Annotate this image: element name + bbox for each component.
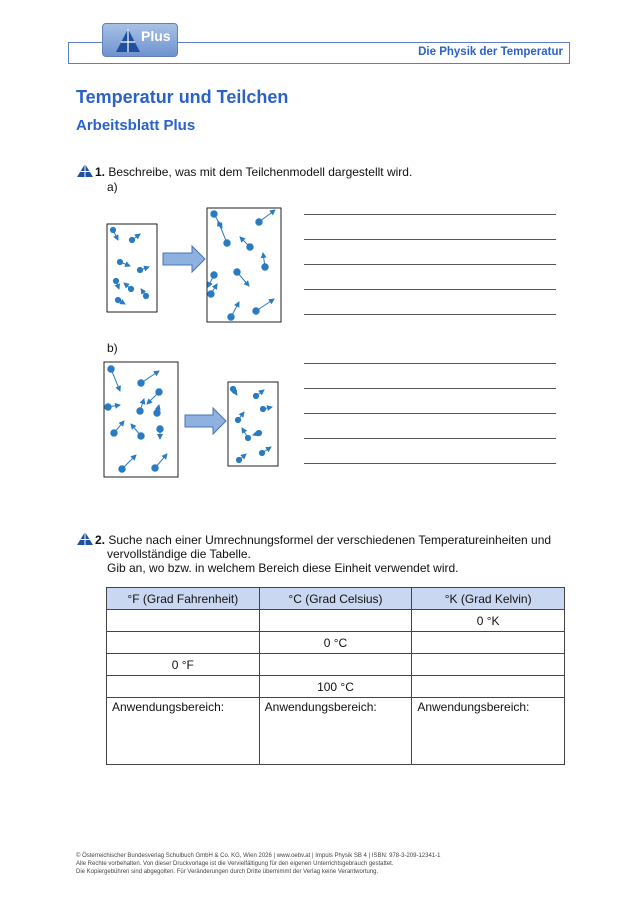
footer-line-3: Die Kopiergebühren sind abgegolten. Für Veränderungen durch Dritte übernimmt der Verlag keine Verantwortung. <box>76 869 379 875</box>
arrow-a-icon <box>163 246 205 272</box>
task-1-text: Beschreibe, was mit dem Teilchenmodell dargestellt wird. <box>108 165 413 179</box>
answer-line-b-2[interactable] <box>304 388 556 389</box>
cell-r1-celsius[interactable] <box>259 610 412 632</box>
header-kelvin: °K (Grad Kelvin) <box>412 588 565 610</box>
box-b-after <box>228 382 278 466</box>
task-1-part-b-label: b) <box>107 341 118 355</box>
task-2-instruction <box>95 533 551 575</box>
answer-line-b-4[interactable] <box>304 438 556 439</box>
page-subtitle: Arbeitsblatt Plus <box>76 117 196 134</box>
page-title: Temperatur und Teilchen <box>76 87 289 107</box>
answer-line-a-3[interactable] <box>304 264 556 265</box>
header-celsius: °C (Grad Celsius) <box>259 588 412 610</box>
cell-r4-kelvin[interactable] <box>412 676 565 698</box>
cell-r3-kelvin[interactable] <box>412 654 565 676</box>
header-fahrenheit: °F (Grad Fahrenheit) <box>107 588 260 610</box>
answer-line-a-1[interactable] <box>304 214 556 215</box>
cell-r1-fahrenheit[interactable] <box>107 610 260 632</box>
answer-line-a-4[interactable] <box>304 289 556 290</box>
answer-line-a-5[interactable] <box>304 314 556 315</box>
cell-r2-celsius: 0 °C <box>259 632 412 654</box>
cell-r2-kelvin[interactable] <box>412 632 565 654</box>
diagram-a <box>107 208 281 322</box>
task-1-number: 1. <box>95 165 106 179</box>
task-2-number: 2. <box>95 533 106 547</box>
cell-r4-celsius: 100 °C <box>259 676 412 698</box>
footer <box>76 852 441 876</box>
header-title: Die Physik der Temperatur <box>418 46 563 58</box>
cell-r1-kelvin: 0 °K <box>412 610 565 632</box>
cell-r4-fahrenheit[interactable] <box>107 676 260 698</box>
task-2-line-1: Suche nach einer Umrechnungsformel der verschiedenen Temperatureinheiten und <box>108 533 552 547</box>
footer-line-1: © Österreichischer Bundesverlag Schulbuch GmbH & Co. KG, Wien 2026 | www.oebv.at | Impuls Physik SB 4 | ISBN: 978-3-209-12341-1 <box>76 853 441 859</box>
cell-r2-fahrenheit[interactable] <box>107 632 260 654</box>
answer-line-a-2[interactable] <box>304 239 556 240</box>
task-2-triangle-icon <box>77 532 93 545</box>
cell-r3-fahrenheit: 0 °F <box>107 654 260 676</box>
arrow-b-icon <box>185 408 226 434</box>
task-1-part-a-label: a) <box>107 180 118 194</box>
conversion-table <box>106 587 565 765</box>
cell-application-kelvin[interactable]: Anwendungsbereich: <box>412 698 565 765</box>
answer-line-b-5[interactable] <box>304 463 556 464</box>
box-a-after <box>207 208 281 322</box>
task-2-line-2: vervollständige die Tabelle. <box>107 547 251 561</box>
cell-application-fahrenheit[interactable]: Anwendungsbereich: <box>107 698 260 765</box>
answer-line-b-3[interactable] <box>304 413 556 414</box>
logo-text: Plus <box>141 28 171 44</box>
cell-r3-celsius[interactable] <box>259 654 412 676</box>
cell-application-celsius[interactable]: Anwendungsbereich: <box>259 698 412 765</box>
diagram-b <box>104 362 278 477</box>
task-2-line-3: Gib an, wo bzw. in welchem Bereich diese Einheit verwendet wird. <box>107 561 459 575</box>
answer-line-b-1[interactable] <box>304 363 556 364</box>
footer-line-2: Alle Rechte vorbehalten. Von dieser Druckvorlage ist die Vervielfältigung für den eigenen Unterrichtsgebrauch gestattet. <box>76 861 394 867</box>
